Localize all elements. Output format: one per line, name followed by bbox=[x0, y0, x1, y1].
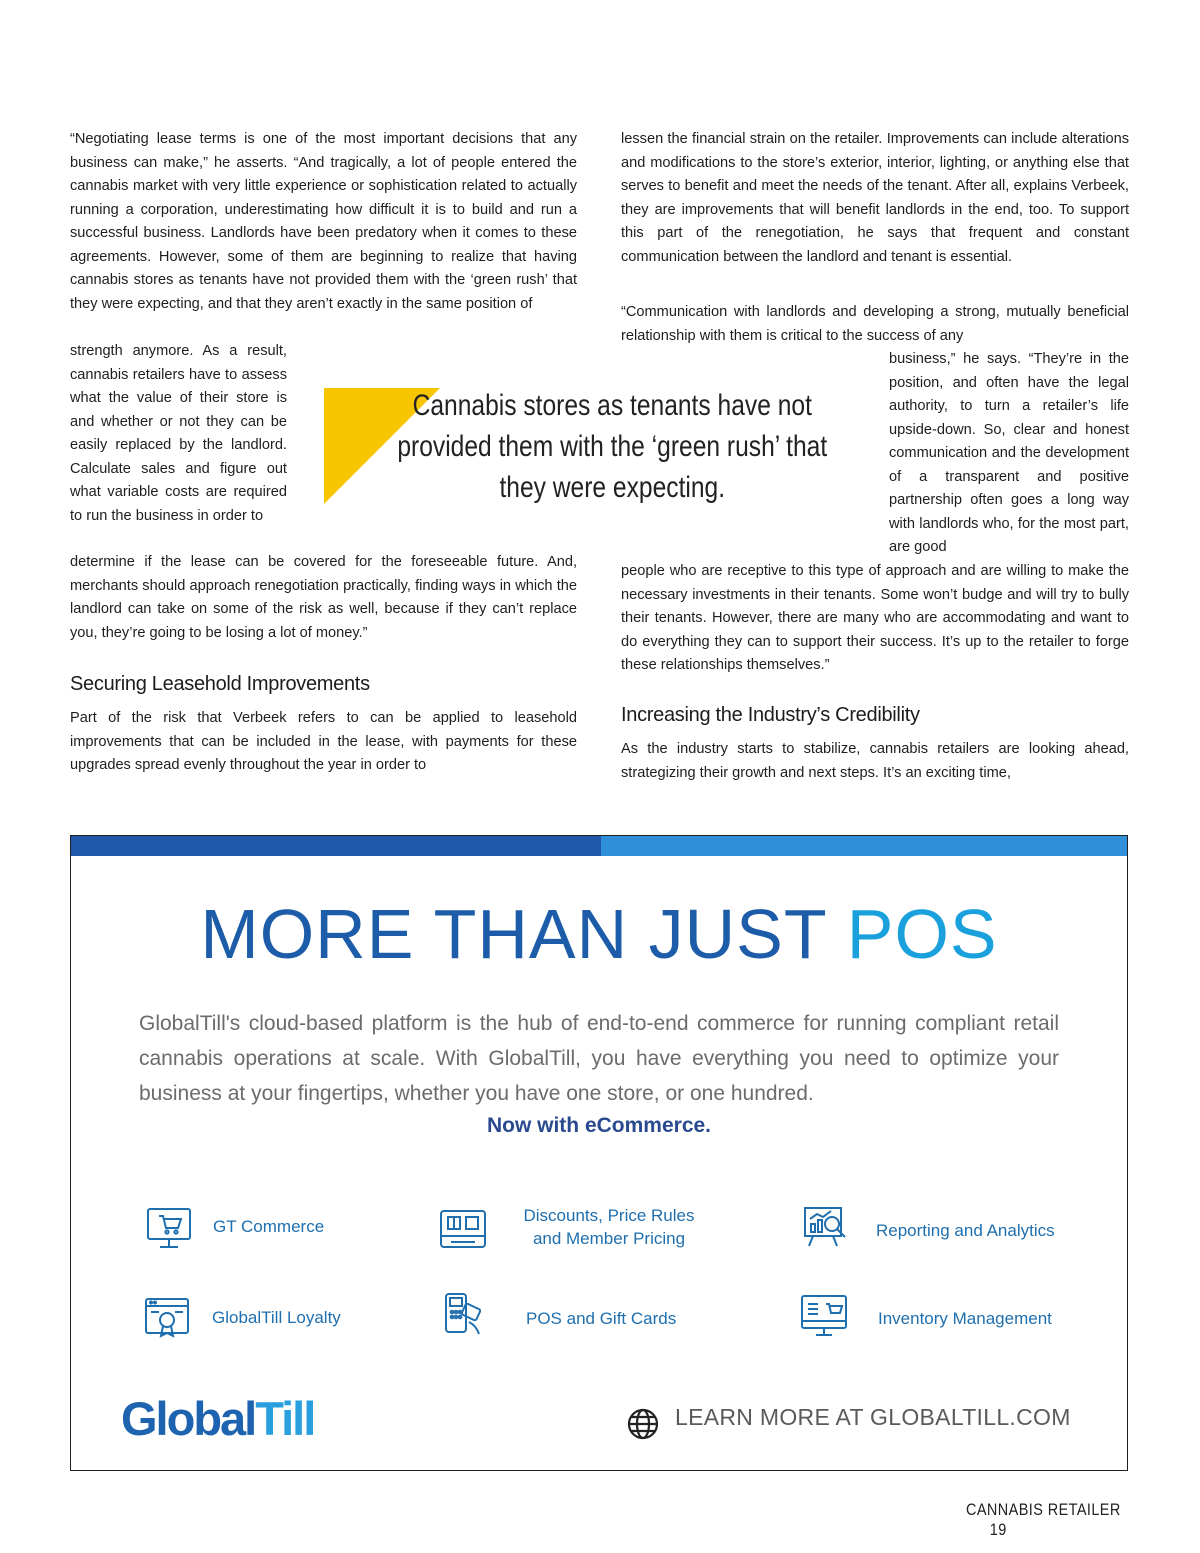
analytics-board-icon bbox=[801, 1204, 849, 1248]
left-paragraph-end: determine if the lease can be covered for the foreseeable future. And, merchants should approach renegotiation practically, finding ways in which the landlord can take on some of the risk as well, because if they can’t replace you, they’re going to be losing a lot of money.” bbox=[70, 554, 577, 641]
globaltill-logo bbox=[121, 1391, 314, 1446]
ad-tagline: Now with eCommerce. bbox=[486, 1114, 712, 1137]
right-paragraph-1: lessen the financial strain on the retailer. Improvements can include alterations and modifications to the store’s exterior, interior, lighting, or anything else that serves to benefit and meet the needs of the tenant. After all, explains Verbeek, they are improvements that will benefit landlords in the end, too. To support this part of the renegotiation, he says that frequent and constant communication between the landlord and tenant is essential. bbox=[621, 131, 1129, 265]
logo-part-b: Till bbox=[255, 1392, 315, 1445]
right-paragraph-2: “Communication with landlords and developing a strong, mutually beneficial relationship with them is critical to the success of any bbox=[621, 304, 1129, 344]
right-paragraph-3: As the industry starts to stabilize, cannabis retailers are looking ahead, strategizing their growth and next steps. It’s an exciting time, bbox=[621, 741, 1129, 781]
ad-bar-light bbox=[601, 836, 1127, 856]
publication-name: CANNABIS RETAILER bbox=[966, 1500, 1121, 1519]
left-paragraph-1: “Negotiating lease terms is one of the most important decisions that any business can make,” he asserts. “And tragically, a lot of people entered the cannabis market with very little experience or sophistication related to actually running a corporation, underestimating how difficult it is to build and run a successful business. Landlords have been predatory when it comes to these agreements. However, some of them are beginning to realize that having cannabis stores as tenants have not provided them with the ‘green rush’ that they were expecting, and that they aren’t exactly in the same position of bbox=[70, 131, 577, 312]
feature-reporting: Reporting and Analytics bbox=[876, 1221, 1055, 1240]
ad-headline-accent: POS bbox=[846, 895, 998, 973]
left-column-top bbox=[70, 128, 577, 316]
right-paragraph-narrow: business,” he says. “They’re in the position, and often have the legal authority, to turn a retailer’s life upside-down. So, clear and honest communication and the development of a transparent and positive partnership often goes a long way with landlords who, for the most part, are good bbox=[889, 351, 1129, 555]
feature-inventory: Inventory Management bbox=[878, 1309, 1052, 1328]
feature-discounts: Discounts, Price Rules and Member Pricing bbox=[523, 1206, 695, 1248]
inventory-monitor-icon bbox=[800, 1294, 848, 1338]
feature-gt-commerce: GT Commerce bbox=[213, 1217, 325, 1236]
page-footer bbox=[966, 1500, 1165, 1540]
logo-part-a: Global bbox=[121, 1392, 256, 1445]
left-paragraph-2: Part of the risk that Verbeek refers to can be applied to leasehold improvements that can be included in the lease, with payments for these upgrades spread evenly throughout the year in order to bbox=[70, 710, 577, 773]
shopping-cart-monitor-icon bbox=[145, 1206, 193, 1250]
pricing-screen-icon bbox=[439, 1208, 487, 1252]
left-paragraph-narrow: strength anymore. As a result, cannabis retailers have to assess what the value of their store is and whether or not they can be easily replaced by the landlord. Calculate sales and figure out what variable costs are required to run the business in order to bbox=[70, 343, 287, 524]
loyalty-certificate-icon bbox=[143, 1296, 191, 1340]
feature-pos-gift-cards: POS and Gift Cards bbox=[526, 1309, 677, 1328]
globe-icon bbox=[626, 1407, 660, 1441]
ad-headline-main: MORE THAN JUST bbox=[200, 895, 847, 973]
ad-bar-dark bbox=[71, 836, 601, 856]
payment-terminal-icon bbox=[441, 1292, 489, 1336]
right-paragraph-end: people who are receptive to this type of approach and are willing to make the necessary investments in their tenants. Some won’t budge and will try to bully their tenants. However, there are many who are accommodating and want to do everything they can to support their success. It’s up to the retailer to forge these relationships themselves.” bbox=[621, 563, 1129, 673]
right-subheading: Increasing the Industry’s Credibility bbox=[621, 704, 920, 726]
learn-more-link[interactable]: LEARN MORE AT GLOBALTILL.COM bbox=[675, 1404, 1071, 1430]
ad-body: GlobalTill's cloud-based platform is the hub of end-to-end commerce for running compliant retail cannabis operations at scale. With GlobalTill, you have everything you need to optimize your business at your fingertips, whether you have one store, or one hundred. bbox=[139, 1012, 1059, 1105]
advertisement bbox=[70, 835, 1128, 1471]
feature-loyalty: GlobalTill Loyalty bbox=[212, 1308, 341, 1327]
page-number: 19 bbox=[989, 1520, 1007, 1539]
ad-headline bbox=[71, 894, 1127, 974]
left-subheading: Securing Leasehold Improvements bbox=[70, 673, 370, 695]
pullquote: Cannabis stores as tenants have not provided them with the ‘green rush’ that they were expecting. bbox=[397, 389, 828, 504]
